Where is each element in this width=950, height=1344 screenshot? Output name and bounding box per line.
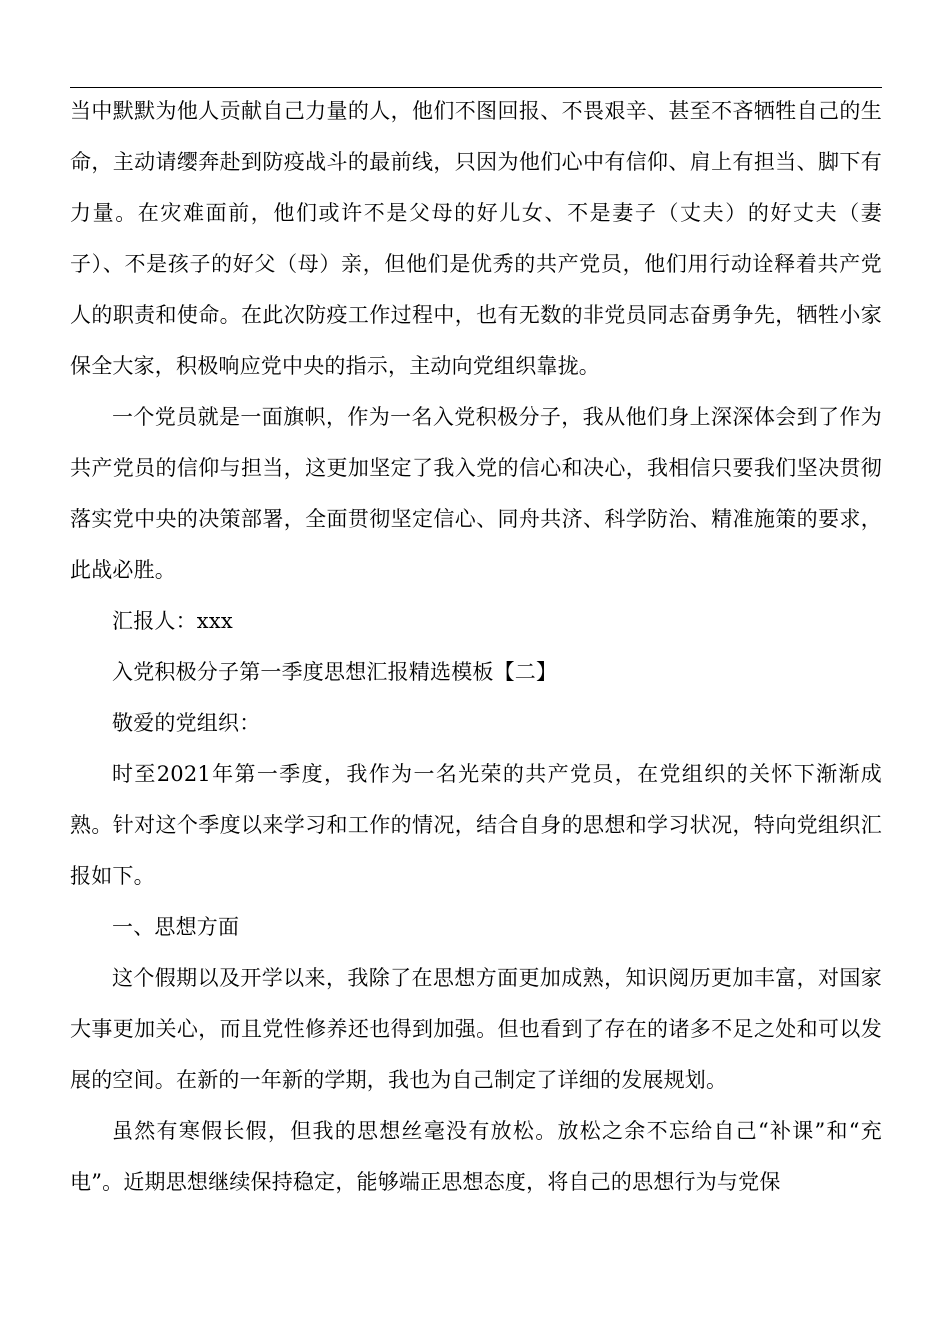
salutation: 敬爱的党组织： (112, 711, 261, 735)
paragraph-thought-progress: 这个假期以及开学以来，我除了在思想方面更加成熟，知识阅历更加丰富，对国家大事更加关心，而且党性修养还也得到加强。但也看到了存在的诸多不足之处和可以发展的空间。在新的一年新的学期，我也为自己制定了详细的发展规划。 (70, 966, 882, 1092)
paragraph-winter-break: 虽然有寒假长假，但我的思想丝毫没有放松。放松之余不忘给自己“补课”和“充电”。近期思想继续保持稳定，能够端正思想态度，将自己的思想行为与党保 (70, 1119, 882, 1194)
subheading-thought: 一、思想方面 (112, 915, 240, 939)
reporter-signature: 汇报人：xxx (112, 609, 233, 633)
paragraph-intro: 时至2021年第一季度，我作为一名光荣的共产党员，在党组织的关怀下渐渐成熟。针对这个季度以来学习和工作的情况，结合自身的思想和学习状况，特向党组织汇报如下。 (70, 762, 882, 888)
section-title: 入党积极分子第一季度思想汇报精选模板【二】 (112, 660, 558, 684)
paragraph-continuation: 当中默默为他人贡献自己力量的人，他们不图回报、不畏艰辛、甚至不吝牺牲自己的生命，主动请缨奔赴到防疫战斗的最前线，只因为他们心中有信仰、肩上有担当、脚下有力量。在灾难面前，他们或许不是父母的好儿女、不是妻子（丈夫）的好丈夫（妻子）、不是孩子的好父（母）亲，但他们是优秀的共产党员，他们用行动诠释着共产党人的职责和使命。在此次防疫工作过程中，也有无数的非党员同志奋勇争先，牺牲小家保全大家，积极响应党中央的指示，主动向党组织靠拢。 (70, 99, 882, 378)
paragraph-party-member-flag: 一个党员就是一面旗帜，作为一名入党积极分子，我从他们身上深深体会到了作为共产党员的信仰与担当，这更加坚定了我入党的信心和决心，我相信只要我们坚决贯彻落实党中央的决策部署，全面贯彻坚定信心、同舟共济、科学防治、精准施策的要求，此战必胜。 (70, 405, 882, 582)
document-body (70, 86, 882, 1208)
